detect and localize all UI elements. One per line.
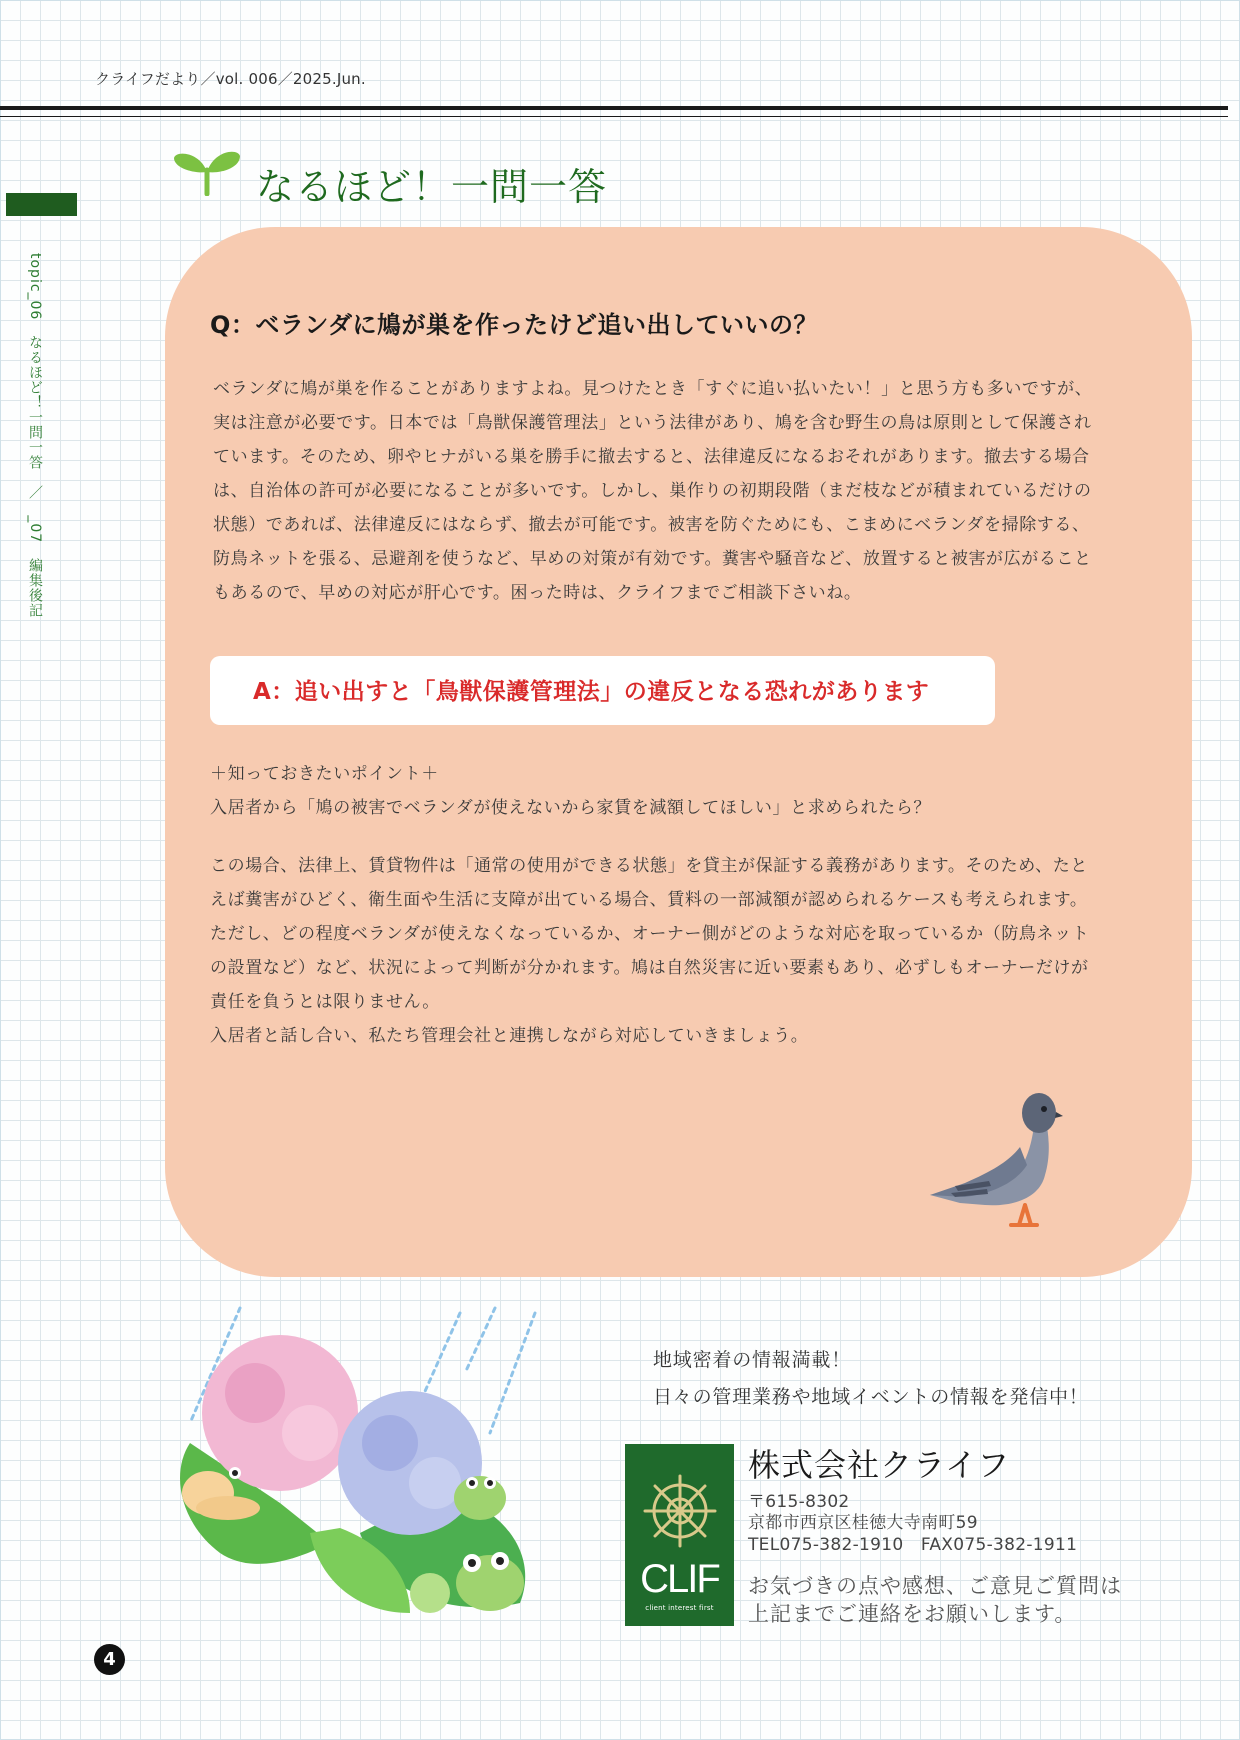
body-line: 防鳥ネットを張る、忌避剤を使うなど、早めの対策が有効です。糞害や騒音など、放置すると被害が広がること (213, 549, 1092, 569)
tagline-1: 地域密着の情報満載！ (653, 1349, 852, 1371)
points-line: えば糞害がひどく、衛生面や生活に支障が出ている場合、賃料の一部減額が認められるケースも考えられます。 (210, 890, 1088, 910)
sprout-icon (172, 148, 242, 196)
points-heading: ＋知っておきたいポイント＋ (210, 764, 439, 784)
logo-wordmark: CLIF (640, 1557, 719, 1601)
body-line: ベランダに鳩が巣を作ることがありますよね。見つけたとき「すぐに追い払いたい！」と思う方も多いですが、 (213, 379, 1093, 399)
tagline-2: 日々の管理業務や地域イベントの情報を発信中！ (653, 1386, 1089, 1408)
body-line: 状態）であれば、法律違反にはならず、撤去が可能です。被害を防ぐためにも、こまめにベランダを掃除する、 (213, 515, 1090, 535)
body-line: 実は注意が必要です。日本では「鳥獣保護管理法」という法律があり、鳩を含む野生の鳥は原則として保護され (213, 413, 1092, 433)
postal-code: 〒615-8302 (748, 1492, 850, 1512)
section-title: なるほど！一問一答 (256, 165, 608, 209)
answer-text: A：追い出すと「鳥獣保護管理法」の違反となる恐れがあります (253, 679, 930, 705)
ship-wheel-icon (643, 1474, 717, 1548)
page-number: 4 (94, 1644, 125, 1675)
pigeon-illustration (925, 1085, 1065, 1230)
points-line: ただし、どの程度ベランダが使えなくなっているか、オーナー側がどのような対応を取っているか（防鳥ネット (210, 924, 1090, 944)
logo-slogan: client interest first (645, 1604, 714, 1612)
street-address: 京都市西京区桂徳大寺南町59 (748, 1513, 978, 1533)
body-line: ています。そのため、卵やヒナがいる巣を勝手に撤去すると、法律違反になるおそれがあります。撤去する場合 (213, 447, 1090, 467)
company-logo (625, 1444, 734, 1626)
spacer (210, 825, 1170, 849)
side-topic-label: topic_06 なるほど！一問一答 ／ _07 編集後記 (27, 253, 43, 619)
points-question: 入居者から「鳩の被害でベランダが使えないから家賃を減額してほしい」と求められたら？ (210, 798, 931, 818)
hydrangea-illustration (160, 1303, 590, 1628)
points-line: の設置など）など、状況によって判断が分かれます。鳩は自然災害に近い要素もあり、必ずしもオーナーだけが (210, 958, 1089, 978)
header-rule-thick (0, 106, 1228, 110)
points-line: 責任を負うとは限りません。 (210, 992, 440, 1012)
body-line: は、自治体の許可が必要になることが多いです。しかし、巣作りの初期段階（まだ枝などが積まれているだけの (213, 481, 1092, 501)
issue-header: クライフだより／vol. 006／2025.Jun. (95, 70, 366, 88)
points-section (210, 757, 1170, 1053)
question-body (213, 372, 1158, 610)
contact-note-1: お気づきの点や感想、ご意見ご質問は (748, 1574, 1122, 1598)
side-tab-marker (6, 193, 77, 216)
points-line: 入居者と話し合い、私たち管理会社と連携しながら対応していきましょう。 (210, 1026, 809, 1046)
question-heading: Q：ベランダに鳩が巣を作ったけど追い出していいの？ (210, 311, 818, 339)
phone-fax: TEL075-382-1910 FAX075-382-1911 (748, 1535, 1078, 1555)
body-line: もあるので、早めの対応が肝心です。困った時は、クライフまでご相談下さいね。 (213, 583, 862, 603)
company-name: 株式会社クライフ (748, 1446, 1011, 1484)
points-line: この場合、法律上、賃貸物件は「通常の使用ができる状態」を貸主が保証する義務があります。そのため、たと (210, 856, 1088, 876)
contact-note-2: 上記までご連絡をお願いします。 (748, 1602, 1077, 1626)
header-rule-thin (0, 116, 1228, 117)
